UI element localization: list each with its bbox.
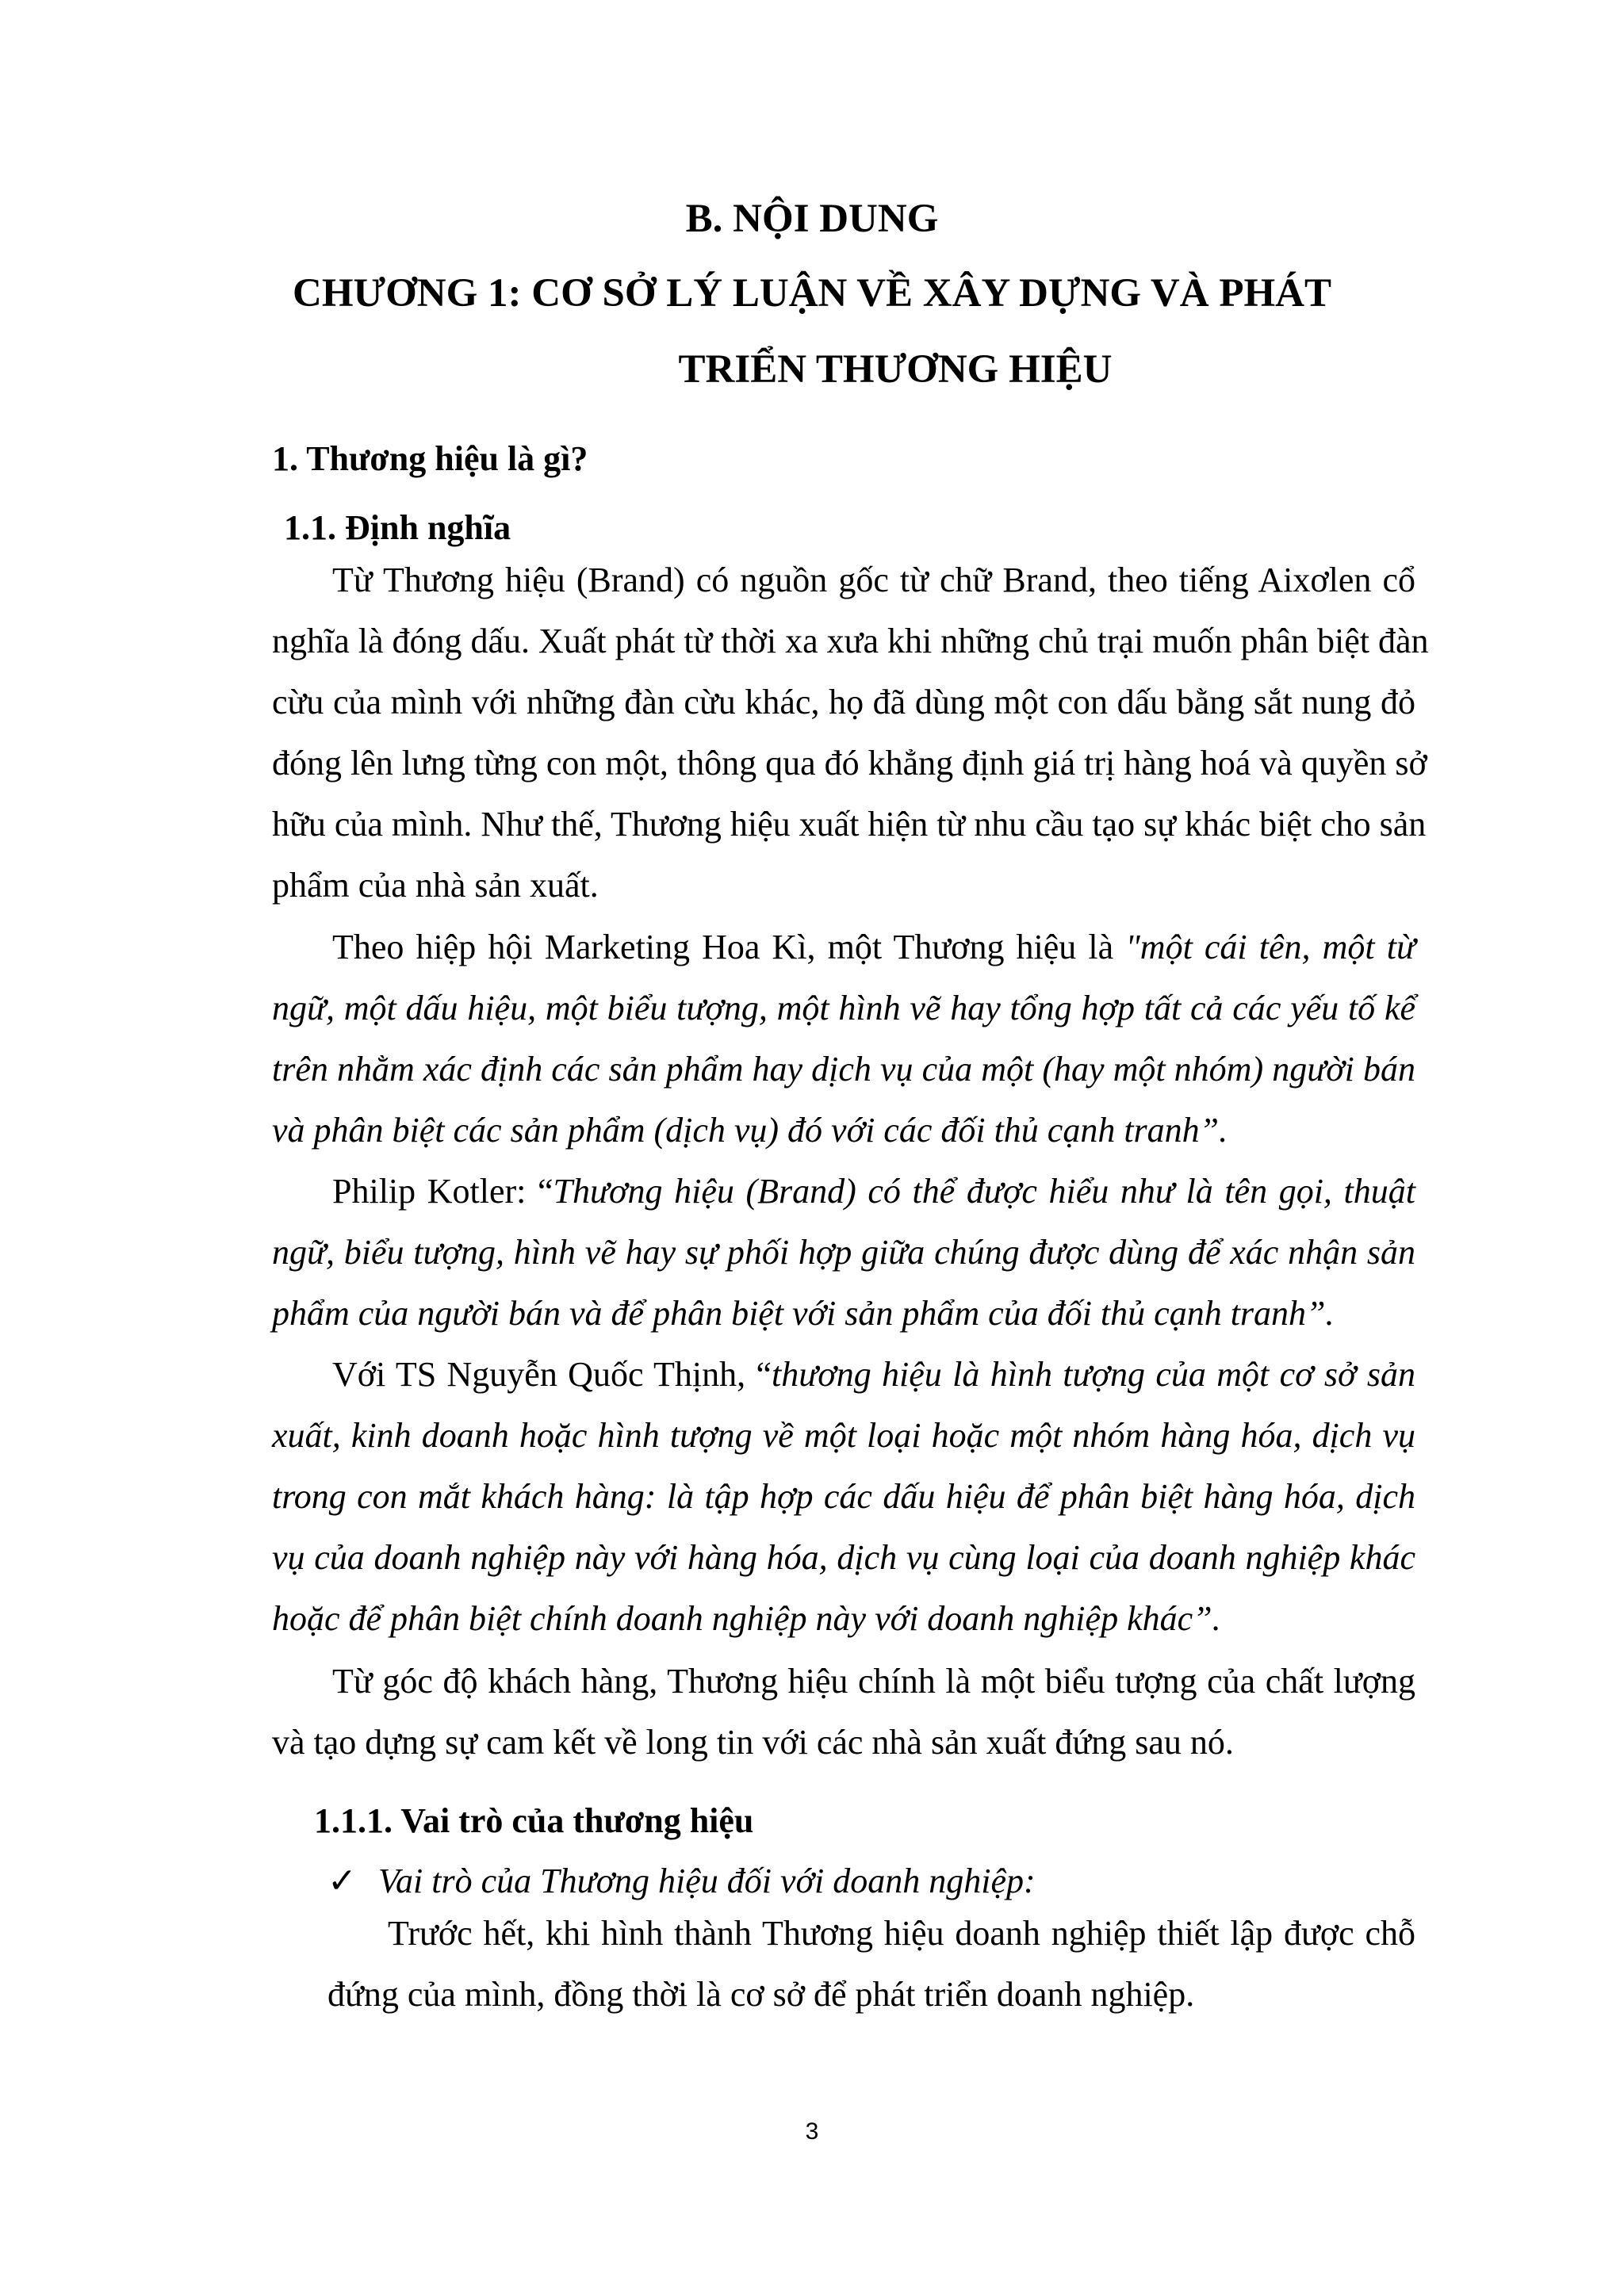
text-line: đứng của mình, đồng thời là cơ sở để phát triển doanh nghiệp. bbox=[327, 1975, 1195, 2014]
text-line: và tạo dựng sự cam kết về long tin với các nhà sản xuất đứng sau nó. bbox=[272, 1723, 1234, 1762]
text-line: Trước hết, khi hình thành Thương hiệu doanh nghiệp thiết lập được chỗ bbox=[388, 1914, 1415, 1953]
quote-line: trên nhằm xác định các sản phẩm hay dịch vụ của một (hay một nhóm) người bán bbox=[272, 1050, 1415, 1089]
text-line: phẩm của nhà sản xuất. bbox=[272, 866, 599, 905]
quote-line: và phân biệt các sản phẩm (dịch vụ) đó với các đối thủ cạnh tranh”. bbox=[272, 1111, 1228, 1150]
text-line: Từ góc độ khách hàng, Thương hiệu chính là một biểu tượng của chất lượng bbox=[332, 1662, 1415, 1701]
chapter-title-line-1: CHƯƠNG 1: CƠ SỞ LÝ LUẬN VỀ XÂY DỰNG VÀ PHÁT bbox=[293, 271, 1331, 316]
page-number: 3 bbox=[805, 2118, 819, 2145]
quote-line: trong con mắt khách hàng: là tập hợp các dấu hiệu để phân biệt hàng hóa, dịch bbox=[272, 1477, 1415, 1516]
text-line: cừu của mình với những đàn cừu khác, họ đã dùng một con dấu bằng sắt nung đỏ bbox=[272, 683, 1415, 721]
text-run: Theo hiệp hội Marketing Hoa Kì, một Thương hiệu là bbox=[332, 928, 1126, 966]
checklist-item-text: Vai trò của Thương hiệu đối với doanh nghiệp: bbox=[378, 1862, 1036, 1900]
paragraph-thinh-definition bbox=[272, 1344, 1415, 1649]
text-run: Philip Kotler: “ bbox=[332, 1172, 553, 1211]
heading-1-1: 1.1. Định nghĩa bbox=[284, 508, 511, 547]
paragraph-customer-view bbox=[272, 1651, 1415, 1773]
heading-1: 1. Thương hiệu là gì? bbox=[272, 439, 588, 478]
text-line: Từ Thương hiệu (Brand) có nguồn gốc từ chữ Brand, theo tiếng Aixơlen cổ bbox=[332, 561, 1415, 599]
quote-run: "một cái tên, một từ bbox=[1125, 928, 1415, 966]
quote-line: ngữ, một dấu hiệu, một biểu tượng, một hình vẽ hay tổng hợp tất cả các yếu tố kể bbox=[272, 989, 1415, 1027]
quote-line: phẩm của người bán và để phân biệt với sản phẩm của đối thủ cạnh tranh”. bbox=[272, 1294, 1335, 1333]
text-line: hữu của mình. Như thế, Thương hiệu xuất hiện từ nhu cầu tạo sự khác biệt cho sản bbox=[272, 805, 1427, 844]
text-line: đóng lên lưng từng con một, thông qua đó khẳng định giá trị hàng hoá và quyền sở bbox=[272, 744, 1427, 783]
quote-line: vụ của doanh nghiệp này với hàng hóa, dịch vụ cùng loại của doanh nghiệp khác bbox=[272, 1538, 1415, 1577]
heading-1-1-1: 1.1.1. Vai trò của thương hiệu bbox=[314, 1801, 754, 1840]
paragraph-kotler-definition bbox=[272, 1161, 1415, 1344]
paragraph-ama-definition bbox=[272, 916, 1415, 1161]
quote-line: hoặc để phân biệt chính doanh nghiệp này với doanh nghiệp khác”. bbox=[272, 1599, 1221, 1638]
checklist-item bbox=[327, 1861, 1036, 1902]
chapter-title-line-2: TRIỂN THƯƠNG HIỆU bbox=[678, 347, 1113, 392]
paragraph-definition-origin bbox=[272, 549, 1429, 916]
check-mark-icon: ✓ bbox=[327, 1862, 357, 1900]
text-run: Với TS Nguyễn Quốc Thịnh, “ bbox=[332, 1355, 772, 1394]
text-line: nghĩa là đóng dấu. Xuất phát từ thời xa xưa khi những chủ trại muốn phân biệt đàn bbox=[272, 622, 1429, 660]
section-title: B. NỘI DUNG bbox=[685, 197, 939, 241]
paragraph-brand-role bbox=[327, 1903, 1415, 2025]
quote-run: Thương hiệu (Brand) có thể được hiểu như là tên gọi, thuật bbox=[553, 1172, 1415, 1211]
quote-line: ngữ, biểu tượng, hình vẽ hay sự phối hợp giữa chúng được dùng để xác nhận sản bbox=[272, 1233, 1415, 1272]
quote-line: xuất, kinh doanh hoặc hình tượng về một loại hoặc một nhóm hàng hóa, dịch vụ bbox=[272, 1416, 1415, 1455]
quote-run: thương hiệu là hình tượng của một cơ sở sản bbox=[772, 1355, 1415, 1394]
